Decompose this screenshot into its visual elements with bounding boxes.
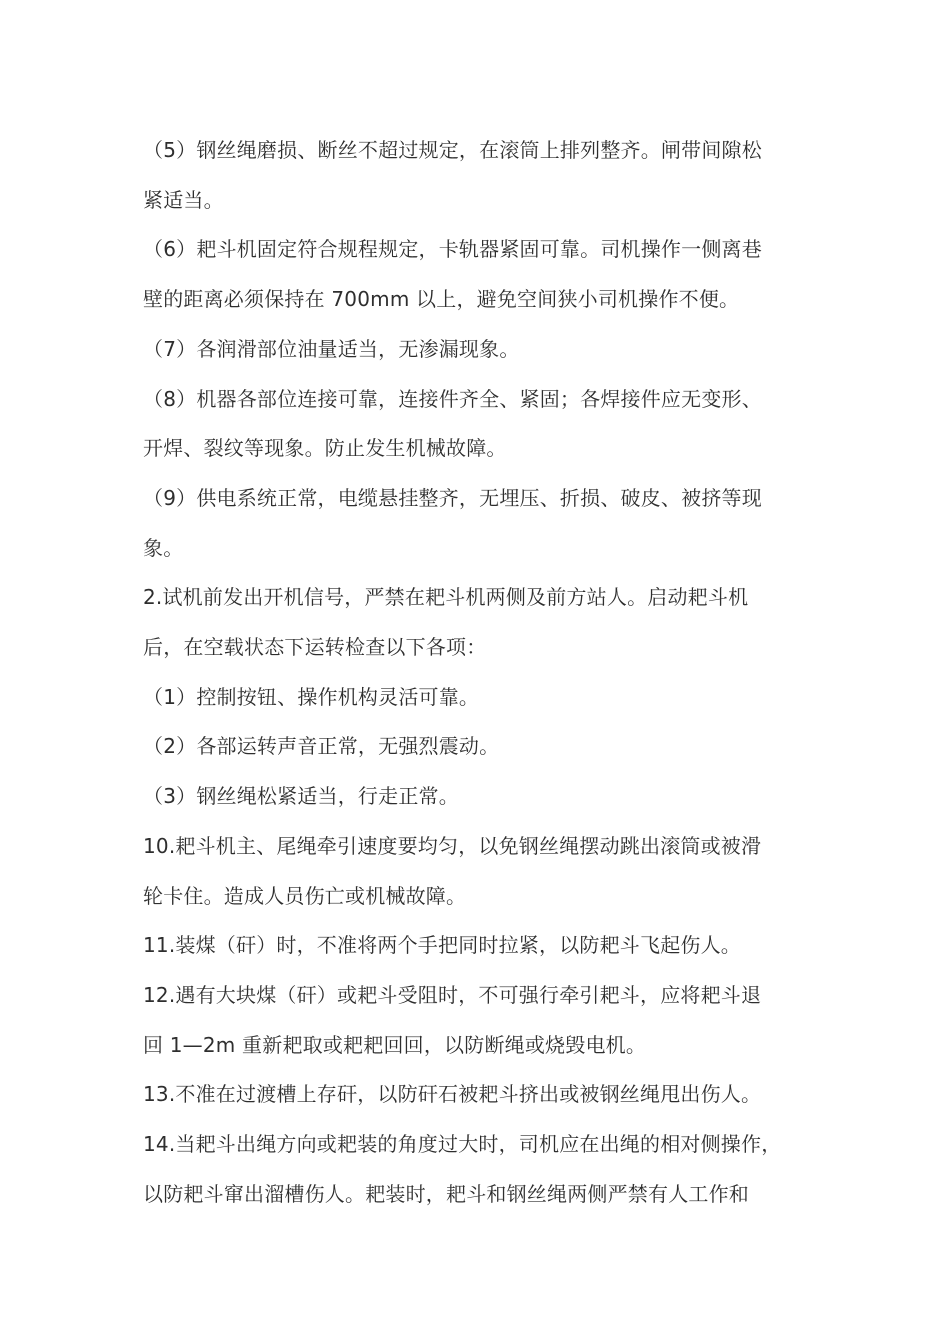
text-line: 后，在空载状态下运转检查以下各项： [143,635,487,660]
text-line: 以防耙斗窜出溜槽伤人。耙装时，耙斗和钢丝绳两侧严禁有人工作和 [143,1181,749,1206]
text-line: 回 1—2m 重新耙取或耙耙回回，以防断绳或烧毁电机。 [143,1032,647,1057]
document-body [143,126,813,1219]
text-line: （1）控制按钮、操作机构灵活可靠。 [143,684,480,709]
text-line: （2）各部运转声音正常，无强烈震动。 [143,734,500,759]
text-line: （9）供电系统正常，电缆悬挂整齐，无埋压、折损、破皮、被挤等现 [143,485,762,510]
text-line: （6）耙斗机固定符合规程规定，卡轨器紧固可靠。司机操作一侧离巷 [143,237,762,262]
text-line: 轮卡住。造成人员伤亡或机械故障。 [143,883,467,908]
text-line: （5）钢丝绳磨损、断丝不超过规定，在滚筒上排列整齐。闸带间隙松 [143,138,762,162]
text-line: （3）钢丝绳松紧适当，行走正常。 [143,784,459,809]
text-line: 紧适当。 [143,187,224,212]
text-line: 2.试机前发出开机信号，严禁在耙斗机两侧及前方站人。启动耙斗机 [143,585,749,610]
text-line: 14.当耙斗出绳方向或耙装的角度过大时，司机应在出绳的相对侧操作， [143,1132,782,1157]
text-line: （8）机器各部位连接可靠，连接件齐全、紧固；各焊接件应无变形、 [143,386,762,411]
text-line: 象。 [143,535,184,560]
text-line: （7）各润滑部位油量适当，无渗漏现象。 [143,336,520,361]
text-line: 壁的距离必须保持在 700mm 以上，避免空间狭小司机操作不便。 [143,287,740,312]
text-line: 开焊、裂纹等现象。防止发生机械故障。 [143,436,507,461]
text-line: 10.耙斗机主、尾绳牵引速度要均匀，以免钢丝绳摆动跳出滚筒或被滑 [143,833,762,858]
text-line: 13.不准在过渡槽上存矸，以防矸石被耙斗挤出或被钢丝绳甩出伤人。 [143,1082,762,1107]
text-line: 12.遇有大块煤（矸）或耙斗受阻时，不可强行牵引耙斗，应将耙斗退 [143,982,762,1007]
text-line: 11.装煤（矸）时，不准将两个手把同时拉紧，以防耙斗飞起伤人。 [143,933,742,958]
